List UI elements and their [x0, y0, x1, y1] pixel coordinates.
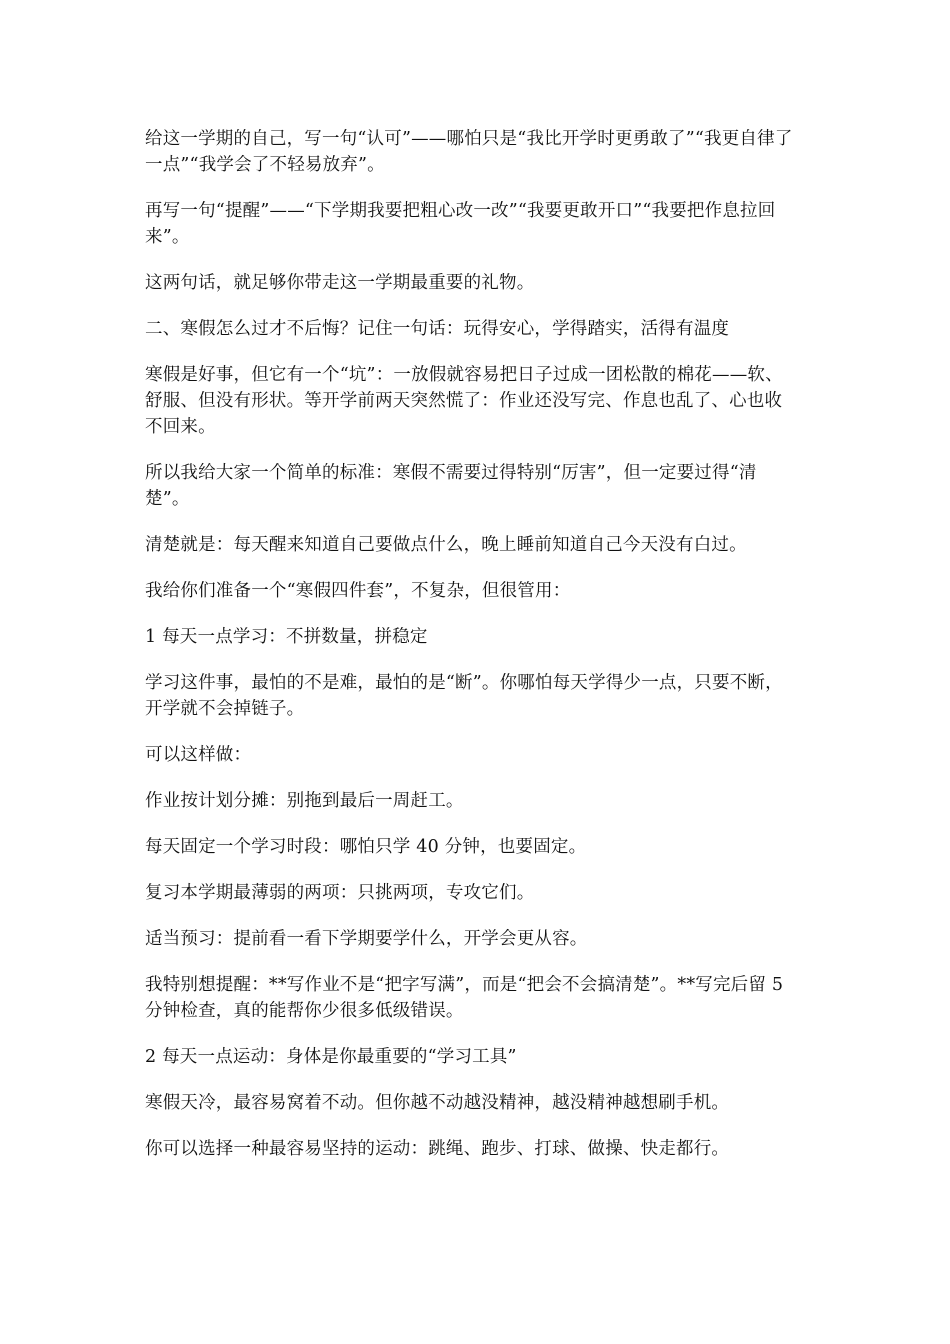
paragraph-four-items: 我给你们准备一个“寒假四件套”，不复杂，但很管用： [145, 581, 571, 601]
list-item-homework-plan: 作业按计划分摊：别拖到最后一周赶工。 [145, 791, 464, 811]
section-heading-winter-break: 二、寒假怎么过才不后悔？记住一句话：玩得安心，学得踏实，活得有温度 [145, 319, 730, 339]
paragraph-self-recognition: 给这一学期的自己，写一句“认可”——哪怕只是“我比开学时更勇敢了”“我更自律了一点”“我学会了不轻易放弃”。 [145, 129, 793, 175]
paragraph-study-continuity: 学习这件事，最怕的不是难，最怕的是“断”。你哪怕每天学得少一点，只要不断，开学就不会掉链子。 [145, 673, 783, 719]
paragraph-cold-weather: 寒假天冷，最容易窝着不动。但你越不动越没精神，越没精神越想刷手机。 [145, 1093, 730, 1113]
subheading-daily-study: 1 每天一点学习：不拼数量，拼稳定 [145, 627, 428, 647]
list-item-review-weak: 复习本学期最薄弱的两项：只挑两项，专攻它们。 [145, 883, 535, 903]
list-item-fixed-study-time: 每天固定一个学习时段：哪怕只学 40 分钟，也要固定。 [145, 837, 587, 857]
paragraph-gift: 这两句话，就足够你带走这一学期最重要的礼物。 [145, 273, 535, 293]
list-item-preview: 适当预习：提前看一看下学期要学什么，开学会更从容。 [145, 929, 588, 949]
paragraph-homework-tip: 我特别想提醒：**写作业不是“把字写满”，而是“把会不会搞清楚”。**写完后留 5 分钟检查，真的能帮你少很多低级错误。 [145, 975, 784, 1021]
subheading-daily-exercise: 2 每天一点运动：身体是你最重要的“学习工具” [145, 1047, 517, 1067]
document-body [145, 126, 795, 1182]
paragraph-pitfall: 寒假是好事，但它有一个“坑”：一放假就容易把日子过成一团松散的棉花——软、舒服、但没有形状。等开学前两天突然慌了：作业还没写完、作息也乱了、心也收不回来。 [145, 365, 783, 437]
paragraph-exercise-choice: 你可以选择一种最容易坚持的运动：跳绳、跑步、打球、做操、快走都行。 [145, 1139, 730, 1159]
paragraph-reminder: 再写一句“提醒”——“下学期我要把粗心改一改”“我要更敢开口”“我要把作息拉回来”。 [145, 201, 776, 247]
paragraph-standard: 所以我给大家一个简单的标准：寒假不需要过得特别“厉害”，但一定要过得“清楚”。 [145, 463, 757, 509]
paragraph-clarity: 清楚就是：每天醒来知道自己要做点什么，晚上睡前知道自己今天没有白过。 [145, 535, 747, 555]
paragraph-how-to: 可以这样做： [145, 745, 252, 765]
